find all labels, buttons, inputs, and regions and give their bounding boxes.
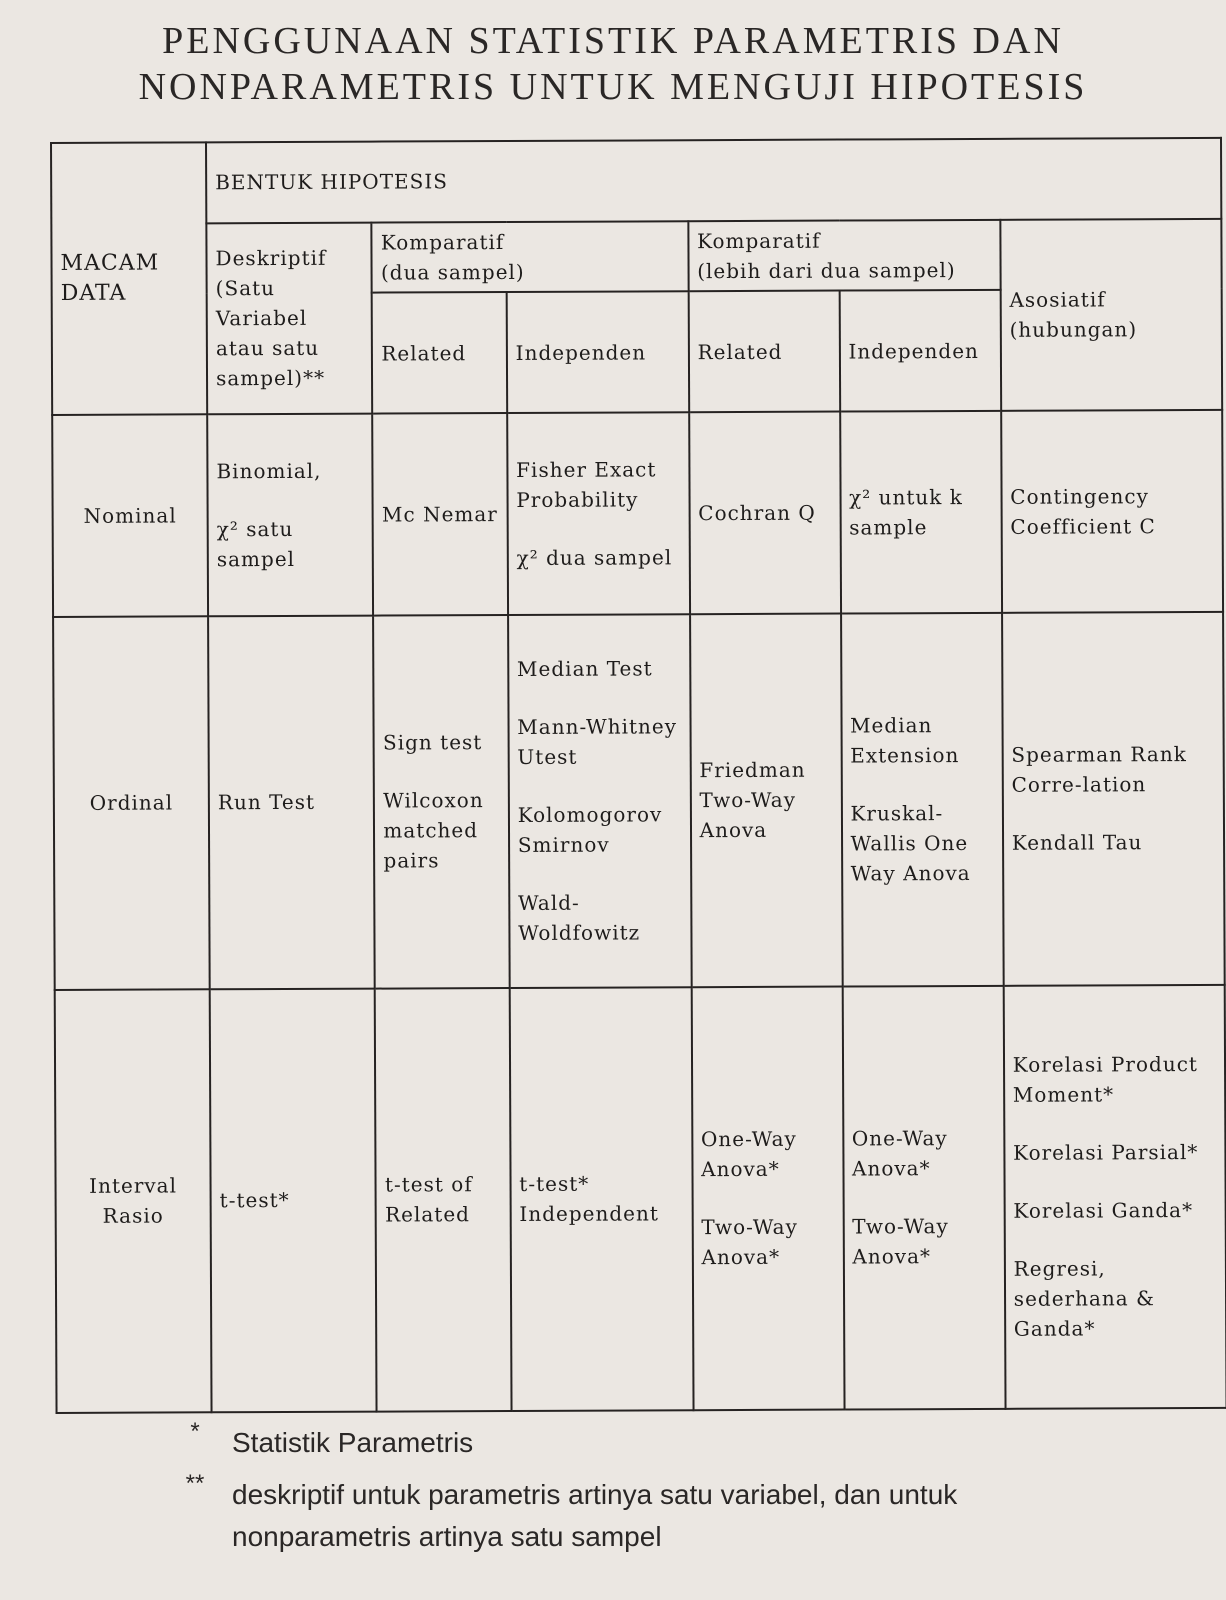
cell-interval-dua-related: t-test of Related: [375, 988, 511, 1412]
row-interval-rasio: [55, 984, 1226, 1412]
cell-nominal-lebih-independen: χ² untuk k sample: [840, 411, 1002, 613]
cell-ordinal-dua-independen: Median Test Mann-Whitney Utest Kolomogorov Smirnov Wald-Woldfowitz: [508, 614, 692, 988]
cell-nominal-deskriptif: Binomial, χ² satu sampel: [207, 414, 373, 616]
cell-nominal-asosiatif: Contingency Coefficient C: [1001, 410, 1223, 613]
cell-interval-lebih-related: One-Way Anova* Two-Way Anova*: [691, 986, 844, 1410]
hypothesis-table: [50, 137, 1226, 1414]
row-ordinal: [53, 612, 1225, 990]
cell-interval-deskriptif: t-test*: [210, 988, 377, 1412]
header-komparatif-lebih: Komparatif (lebih dari dua sampel): [688, 219, 1000, 291]
cell-ordinal-deskriptif: Run Test: [208, 615, 375, 989]
cell-interval-dua-independen: t-test* Independent: [509, 987, 693, 1411]
label-interval-rasio: Interval Rasio: [55, 989, 212, 1413]
header-related-lebih: Related: [688, 291, 839, 413]
cell-ordinal-lebih-related: Friedman Two-Way Anova: [690, 613, 843, 987]
header-independen-dua: Independen: [506, 291, 688, 413]
header-related-dua: Related: [372, 292, 507, 414]
footnote-2-text-a: deskriptif untuk parametris artinya satu variabel, dan untuk: [232, 1479, 958, 1510]
header-asosiatif: Asosiatif (hubungan): [1000, 219, 1222, 411]
header-independen-lebih: Independen: [839, 290, 1001, 412]
header-deskriptif: Deskriptif (Satu Variabel atau satu sampel)**: [206, 222, 372, 414]
cell-ordinal-asosiatif: Spearman Rank Corre-lation Kendall Tau: [1002, 612, 1225, 986]
footnote-2-mark: **: [185, 1470, 205, 1497]
cell-interval-asosiatif: Korelasi Product Moment* Korelasi Parsial* Korelasi Ganda* Regresi, sederhana & Ganda*: [1003, 984, 1226, 1408]
footnotes: [0, 1418, 1226, 1570]
footnote-2-text-b: nonparametris artinya satu sampel: [232, 1521, 662, 1552]
title-line-2: NONPARAMETRIS UNTUK MENGUJI HIPOTESIS: [138, 66, 1088, 108]
cell-nominal-lebih-related: Cochran Q: [689, 412, 841, 614]
label-nominal: Nominal: [52, 414, 208, 616]
cell-ordinal-dua-related: Sign test Wilcoxon matched pairs: [373, 615, 509, 989]
cell-ordinal-lebih-independen: Median Extension Kruskal-Wallis One Way Anova: [841, 613, 1004, 987]
page-title: [0, 18, 1226, 110]
header-komparatif-dua: Komparatif (dua sampel): [372, 221, 689, 293]
cell-nominal-dua-independen: Fisher Exact Probability χ² dua sampel: [507, 412, 690, 614]
cell-nominal-dua-related: Mc Nemar: [373, 413, 508, 615]
cell-interval-lebih-independen: One-Way Anova* Two-Way Anova*: [842, 985, 1005, 1409]
footnote-1: [0, 1418, 1226, 1470]
label-ordinal: Ordinal: [53, 616, 210, 990]
header-macam-data: MACAM DATA: [51, 142, 207, 415]
footnote-2: [0, 1470, 1226, 1570]
title-line-1: PENGGUNAAN STATISTIK PARAMETRIS DAN: [162, 20, 1064, 62]
row-nominal: [52, 410, 1223, 617]
footnote-1-text: Statistik Parametris: [232, 1427, 474, 1458]
footnote-1-mark: *: [190, 1418, 200, 1445]
header-bentuk-hipotesis: BENTUK HIPOTESIS: [206, 138, 1221, 223]
